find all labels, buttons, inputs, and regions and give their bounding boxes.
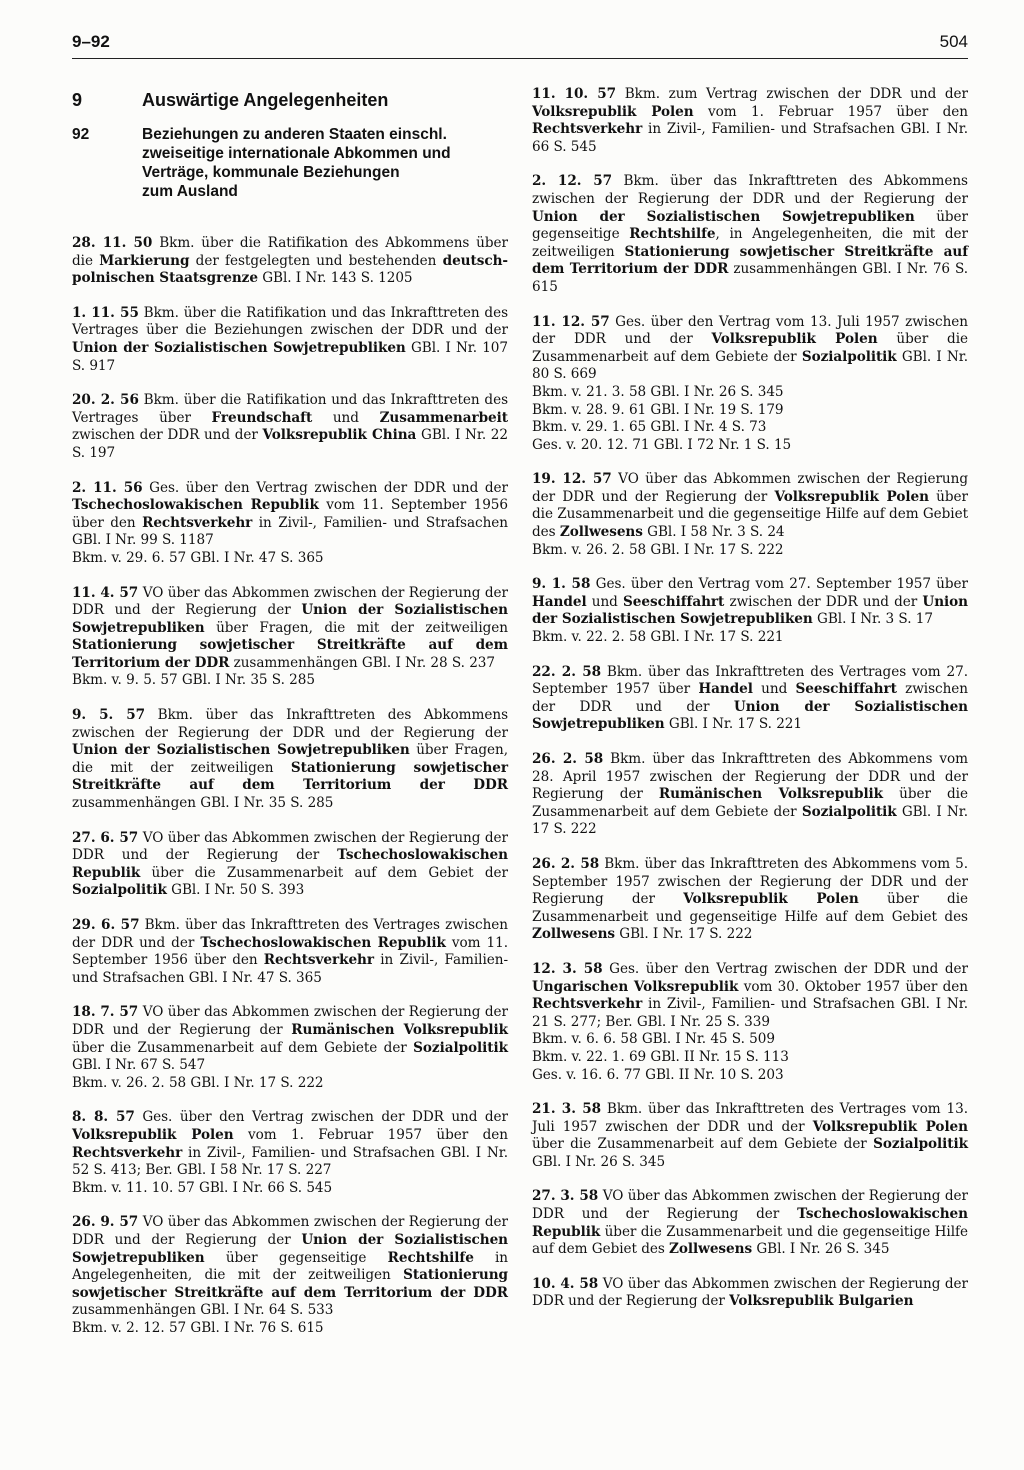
entry-amendment: Bkm. v. 21. 3. 58 GBl. I Nr. 26 S. 345 (532, 383, 784, 400)
law-entry (532, 664, 968, 734)
entry-date: 27. 3. 58 (532, 1188, 599, 1205)
left-column (72, 86, 508, 1354)
law-entry (532, 1276, 968, 1311)
entry-text: VO über das Abkommen zwischen der Regierung der DDR und der Regierung der Union der Sozialistischen Sowjetrepubliken über gegenseitige Rechtshilfe in Angelegenheiten, die mit der zeitweiligen Stationierung sowjetischer Streitkräfte auf dem Territorium der DDR zusammenhängen GBl. I Nr. 64 S. 533 (72, 1214, 509, 1319)
chapter-number: 9 (72, 90, 83, 110)
entry-text: Bkm. über die Ratifikation und das Inkrafttreten des Vertrages über Freundschaft und Zusammenarbeit zwischen der DDR und der Volksrepublik China GBl. I Nr. 22 S. 197 (72, 392, 508, 461)
entry-date: 26. 2. 58 (532, 855, 600, 872)
entry-date: 21. 3. 58 (532, 1101, 602, 1118)
entry-text: Ges. über den Vertrag vom 27. September 1957 über Handel und Seeschiffahrt zwischen der DDR und der Union der Sozialistischen Sowjetrepubliken GBl. I Nr. 3 S. 17 (532, 576, 969, 628)
law-entry (532, 173, 968, 296)
law-entry (72, 917, 508, 987)
law-entry (532, 314, 968, 455)
law-entry (72, 305, 508, 375)
keyword: Union der Sozialistischen Sowjetrepubliken (532, 208, 915, 225)
entry-amendment: Bkm. v. 29. 1. 65 GBl. I Nr. 4 S. 73 (532, 419, 767, 436)
entry-amendment: Ges. v. 20. 12. 71 GBl. I 72 Nr. 1 S. 15 (532, 436, 792, 453)
law-entry (532, 961, 968, 1084)
section-title-line: Verträge, kommunale Beziehungen (142, 164, 400, 181)
keyword: Freundschaft (211, 409, 313, 426)
entry-date: 1. 11. 55 (72, 304, 139, 321)
keyword: Rechtsverkehr (72, 1144, 183, 1161)
law-entry (532, 1188, 968, 1258)
law-entry (72, 392, 508, 462)
keyword: Volksrepublik Bulgarien (729, 1293, 914, 1310)
keyword: Zollwesens (559, 524, 643, 541)
entry-text: Ges. über den Vertrag vom 13. Juli 1957 zwischen der DDR und der Volksrepublik Polen über die Zusammenarbeit auf dem Gebiete der Sozialpolitik GBl. I Nr. 80 S. 669 (532, 313, 968, 383)
right-entry-list (532, 86, 968, 1311)
law-entry (72, 830, 508, 900)
entry-date: 8. 8. 57 (72, 1109, 135, 1126)
entry-text: Ges. über den Vertrag zwischen der DDR und der Ungarischen Volksrepublik vom 30. Oktober 1957 über den Rechtsverkehr in Zivil-, Familien- und Strafsachen GBl. I Nr. 21 S. 277; Ber. GBl. I Nr. 25 S. 339 (532, 960, 968, 1030)
law-entry (532, 576, 968, 646)
keyword: Tschechoslowakischen Republik (72, 497, 319, 514)
page-number: 504 (939, 32, 968, 51)
entry-amendment: Ges. v. 16. 6. 77 GBl. II Nr. 10 S. 203 (532, 1066, 784, 1083)
law-entry (532, 1101, 968, 1171)
keyword: Rechtsverkehr (142, 514, 253, 531)
section-heading (72, 125, 508, 201)
entry-date: 11. 12. 57 (532, 313, 610, 330)
entry-date: 10. 4. 58 (532, 1275, 599, 1292)
entry-amendment: Bkm. v. 22. 2. 58 GBl. I Nr. 17 S. 221 (532, 629, 784, 646)
right-column (532, 86, 968, 1328)
keyword: Stationierung sowjetischer Streitkräfte auf dem Territorium der DDR (532, 243, 968, 278)
entry-text: Bkm. über das Inkrafttreten des Vertrages vom 27. September 1957 über Handel und Seeschiffahrt zwischen der DDR und der Union der Sozialistischen Sowjetrepubliken GBl. I Nr. 17 S. 221 (532, 663, 968, 733)
keyword: Tschechoslowakischen Republik (72, 847, 508, 881)
keyword: Rechtsverkehr (532, 996, 643, 1013)
law-entry (532, 86, 968, 156)
keyword: Stationierung sowjetischer Streitkräfte auf dem Territorium der DDR (72, 759, 508, 794)
entry-amendment: Bkm. v. 22. 1. 69 GBl. II Nr. 15 S. 113 (532, 1048, 789, 1065)
keyword: Union der Sozialistischen Sowjetrepubliken (532, 698, 968, 733)
entry-text: Bkm. über das Inkrafttreten des Abkommens zwischen der Regierung der DDR und der Regierung der Union der Sozialistischen Sowjetrepubliken über Fragen, die mit der zeitweiligen Stationierung sowjetischer Streitkräfte auf dem Territorium der DDR zusammenhängen GBl. I Nr. 35 S. 285 (72, 707, 508, 812)
entry-date: 2. 12. 57 (532, 173, 613, 190)
section-title (142, 125, 451, 201)
keyword: Tschechoslowakischen Republik (532, 1206, 968, 1240)
keyword: Union der Sozialistischen Sowjetrepubliken (72, 1231, 509, 1266)
keyword: Rumänischen Volksrepublik (291, 1021, 508, 1038)
entry-date: 29. 6. 57 (72, 917, 140, 933)
entry-date: 27. 6. 57 (72, 829, 139, 846)
keyword: Rumänischen Volksrepublik (658, 786, 884, 803)
law-entry (532, 856, 968, 944)
law-entry (72, 707, 508, 813)
entry-date: 11. 4. 57 (72, 584, 139, 601)
entry-date: 18. 7. 57 (72, 1004, 139, 1021)
law-entry (532, 751, 968, 839)
keyword: Seeschiffahrt (795, 681, 897, 698)
entry-amendment: Bkm. v. 26. 2. 58 GBl. I Nr. 17 S. 222 (72, 1074, 324, 1091)
keyword: Markierung (99, 252, 190, 269)
keyword: Volksrepublik China (262, 427, 417, 444)
keyword: Union der Sozialistischen Sowjetrepubliken (72, 742, 410, 759)
entry-date: 9. 5. 57 (72, 707, 146, 724)
entry-text: VO über das Abkommen zwischen der Regierung der DDR und der Regierung der Rumänischen Volksrepublik über die Zusammenarbeit auf dem Gebiete der Sozialpolitik GBl. I Nr. 67 S. 547 (72, 1004, 508, 1074)
keyword: Union der Sozialistischen Sowjetrepubliken (72, 339, 406, 356)
entry-text: Bkm. zum Vertrag zwischen der DDR und der Volksrepublik Polen vom 1. Februar 1957 über den Rechtsverkehr in Zivil-, Familien- und Strafsachen GBl. I Nr. 66 S. 545 (532, 86, 968, 155)
keyword: Stationierung sowjetischer Streitkräfte auf dem Territorium der DDR (72, 1267, 508, 1301)
keyword: Volksrepublik Polen (812, 1118, 968, 1135)
keyword: Zusammenarbeit (379, 409, 508, 426)
keyword: Zollwesens (669, 1241, 753, 1258)
entry-text: Bkm. über das Inkrafttreten des Abkommens zwischen der Regierung der DDR und der Regierung der Union der Sozialistischen Sowjetrepubliken über gegenseitige Rechtshilfe, in Angelegenheiten, die mit der zeitweiligen Stationierung sowjetischer Streitkräfte auf dem Territorium der DDR zusammenhängen GBl. I Nr. 76 S. 615 (532, 173, 969, 295)
keyword: Rechtshilfe (387, 1249, 474, 1266)
entry-text: Bkm. über die Ratifikation und das Inkrafttreten des Vertrages über die Beziehungen zwischen der DDR und der Union der Sozialistischen Sowjetrepubliken GBl. I Nr. 107 S. 917 (72, 304, 508, 374)
entry-text: Bkm. über das Inkrafttreten des Abkommens vom 5. September 1957 zwischen der Regierung der DDR und der Regierung der Volksrepublik Polen über die Zusammenarbeit und gegenseitige Hilfe auf dem Gebiet des Zollwesens GBl. I Nr. 17 S. 222 (532, 855, 968, 943)
law-entry (72, 1109, 508, 1197)
keyword: Zollwesens (532, 926, 616, 943)
keyword: Union der Sozialistischen Sowjetrepubliken (72, 602, 509, 636)
header-rule (72, 58, 968, 59)
law-entry (532, 471, 968, 559)
entry-text: VO über das Abkommen zwischen der Regierung der DDR und der Regierung der Tschechoslowakischen Republik über die Zusammenarbeit und die gegenseitige Hilfe auf dem Gebiet des Zollwesens GBl. I Nr. 26 S. 345 (532, 1188, 968, 1258)
keyword: Union der Sozialistischen Sowjetrepubliken (532, 593, 969, 628)
entry-date: 11. 10. 57 (532, 86, 617, 102)
entry-amendment: Bkm. v. 26. 2. 58 GBl. I Nr. 17 S. 222 (532, 541, 784, 558)
keyword: Sozialpolitik (801, 348, 897, 365)
keyword: Sozialpolitik (413, 1039, 508, 1056)
entry-text: Bkm. über das Inkrafttreten des Vertrages vom 13. Juli 1957 zwischen der DDR und der Volksrepublik Polen über die Zusammenarbeit auf dem Gebiete der Sozialpolitik GBl. I Nr. 26 S. 345 (532, 1101, 968, 1170)
entry-text: VO über das Abkommen zwischen der Regierung der DDR und der Regierung der Union der Sozialistischen Sowjetrepubliken über Fragen, die mit der zeitweiligen Stationierung sowjetischer Streitkräfte auf dem Territorium der DDR zusammenhängen GBl. I Nr. 28 S. 237 (72, 584, 509, 671)
keyword: Volksrepublik Polen (711, 331, 878, 348)
section-number: 92 (72, 126, 90, 143)
entry-amendment: Bkm. v. 29. 6. 57 GBl. I Nr. 47 S. 365 (72, 549, 324, 566)
law-entry (72, 480, 508, 568)
keyword: Volksrepublik Polen (683, 891, 859, 908)
keyword: Volksrepublik Polen (72, 1126, 234, 1143)
keyword: deutsch-polnischen Staatsgrenze (72, 252, 508, 287)
keyword: Sozialpolitik (873, 1136, 968, 1153)
law-entry (72, 1214, 508, 1337)
left-entry-list (72, 235, 508, 1337)
entry-date: 12. 3. 58 (532, 960, 603, 977)
entry-amendment: Bkm. v. 9. 5. 57 GBl. I Nr. 35 S. 285 (72, 672, 315, 689)
section-title-line: zweiseitige internationale Abkommen und (142, 145, 451, 162)
entry-amendment: Bkm. v. 6. 6. 58 GBl. I Nr. 45 S. 509 (532, 1031, 775, 1048)
keyword: Handel (698, 681, 753, 698)
entry-text: VO über das Abkommen zwischen der Regierung der DDR und der Regierung der Tschechoslowakischen Republik über die Zusammenarbeit auf dem Gebiet der Sozialpolitik GBl. I Nr. 50 S. 393 (72, 829, 508, 899)
entry-date: 26. 9. 57 (72, 1214, 139, 1231)
keyword: Stationierung sowjetischer Streitkräfte auf dem Territorium der DDR (72, 637, 508, 671)
entry-date: 20. 2. 56 (72, 392, 139, 409)
law-entry (72, 235, 508, 288)
keyword: Volksrepublik Polen (774, 488, 929, 505)
keyword: Sozialpolitik (72, 882, 167, 899)
entry-text: VO über das Abkommen zwischen der Regierung der DDR und der Regierung der Volksrepublik Bulgarien (532, 1275, 968, 1310)
keyword: Rechtsverkehr (263, 952, 375, 969)
keyword: Volksrepublik Polen (532, 103, 694, 120)
law-entry (72, 1004, 508, 1092)
entry-text: Bkm. über das Inkrafttreten des Abkommens vom 28. April 1957 zwischen der Regierung der DDR und der Regierung der Rumänischen Volksrepublik über die Zusammenarbeit auf dem Gebiete der Sozialpolitik GBl. I Nr. 17 S. 222 (532, 751, 968, 838)
entry-text: Bkm. über die Ratifikation des Abkommens über die Markierung der festgelegten und bestehenden deutsch-polnischen Staatsgrenze GBl. I Nr. 143 S. 1205 (72, 235, 508, 287)
section-title-line: zum Ausland (142, 183, 238, 200)
section-title-line: Beziehungen zu anderen Staaten einschl. (142, 126, 447, 143)
entry-date: 19. 12. 57 (532, 471, 612, 488)
entry-amendment: Bkm. v. 2. 12. 57 GBl. I Nr. 76 S. 615 (72, 1319, 324, 1336)
entry-date: 2. 11. 56 (72, 479, 143, 496)
chapter-title: Auswärtige Angelegenheiten (142, 90, 389, 110)
keyword: Handel (532, 593, 587, 610)
entry-date: 22. 2. 58 (532, 663, 602, 680)
entry-date: 26. 2. 58 (532, 751, 604, 767)
law-entry (72, 585, 508, 691)
entry-text: Ges. über den Vertrag zwischen der DDR und der Volksrepublik Polen vom 1. Februar 1957 über den Rechtsverkehr in Zivil-, Familien- und Strafsachen GBl. I Nr. 52 S. 413; Ber. GBl. I 58 Nr. 17 S. 227 (72, 1109, 508, 1179)
keyword: Ungarischen Volksrepublik (532, 978, 739, 995)
entry-amendment: Bkm. v. 11. 10. 57 GBl. I Nr. 66 S. 545 (72, 1179, 333, 1196)
chapter-heading (72, 90, 508, 111)
entry-amendment: Bkm. v. 28. 9. 61 GBl. I Nr. 19 S. 179 (532, 401, 784, 418)
entry-text: Bkm. über das Inkrafttreten des Vertrages zwischen der DDR und der Tschechoslowakischen Republik vom 11. September 1956 über den Rechtsverkehr in Zivil-, Familien- und Strafsachen GBl. I Nr. 47 S. 365 (72, 917, 509, 986)
entry-text: Ges. über den Vertrag zwischen der DDR und der Tschechoslowakischen Republik vom 11. September 1956 über den Rechtsverkehr in Zivil-, Familien- und Strafsachen GBl. I Nr. 99 S. 1187 (72, 479, 508, 549)
entry-date: 28. 11. 50 (72, 235, 153, 251)
keyword: Rechtsverkehr (532, 121, 643, 138)
keyword: Seeschiffahrt (623, 593, 725, 610)
keyword: Rechtshilfe (629, 226, 716, 243)
entry-date: 9. 1. 58 (532, 576, 591, 593)
entry-text: VO über das Abkommen zwischen der Regierung der DDR und der Regierung der Volksrepublik Polen über die Zusammenarbeit und die gegenseitige Hilfe auf dem Gebiet des Zollwesens GBl. I 58 Nr. 3 S. 24 (532, 471, 968, 541)
keyword: Tschechoslowakischen Republik (200, 934, 446, 951)
keyword: Sozialpolitik (801, 803, 897, 820)
page-section-number: 9–92 (72, 32, 110, 51)
